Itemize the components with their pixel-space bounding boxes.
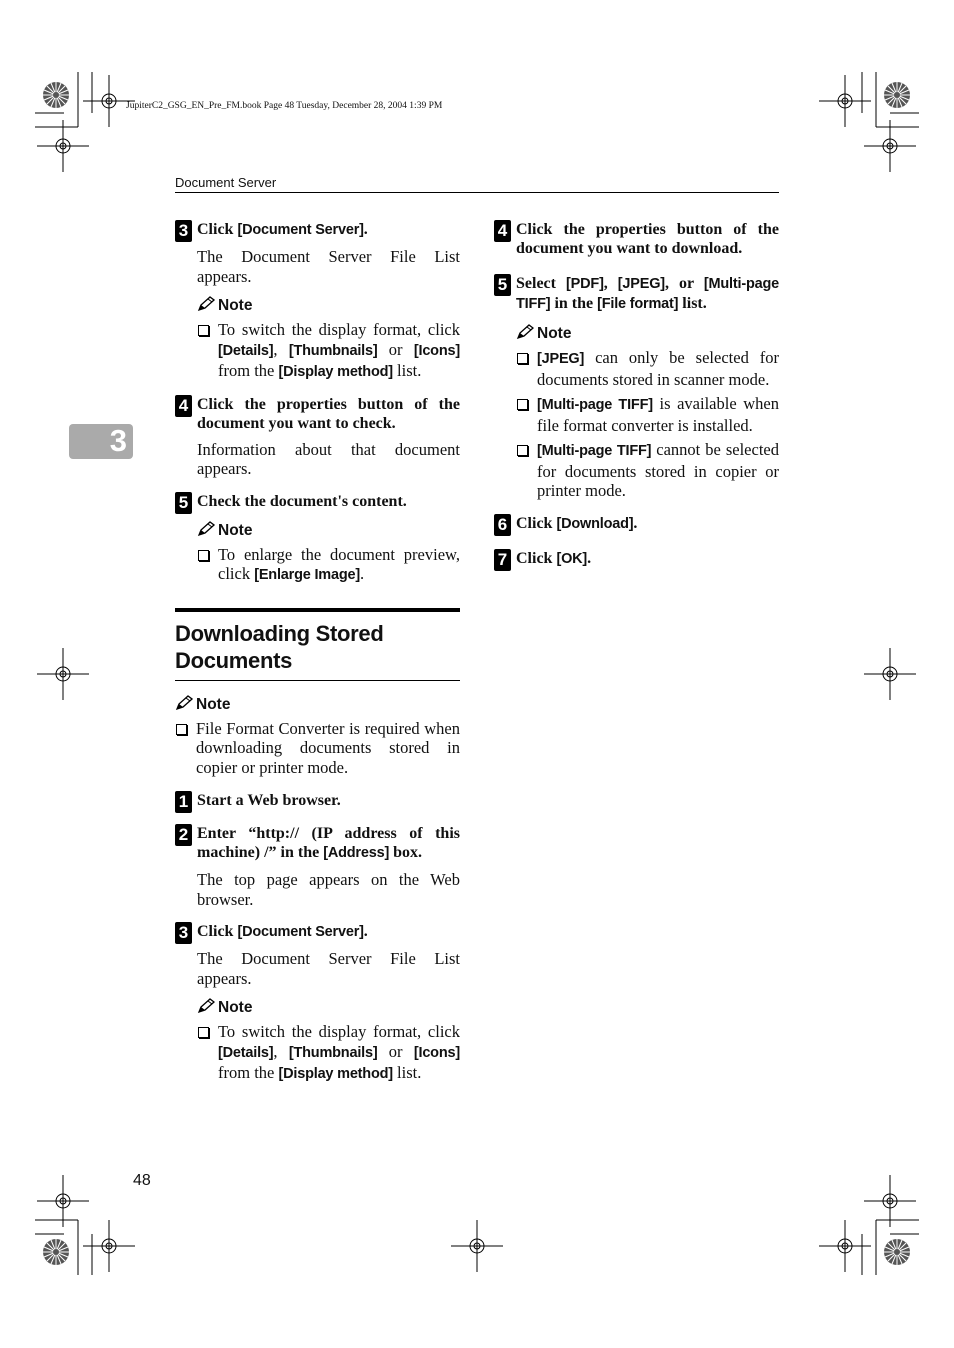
note-item: [Multi-page TIFF] cannot be selected for documents stored in copier or printer mode. [516,440,779,501]
note-block [197,998,460,1085]
note-item: To enlarge the document preview, click [Enlarge Image]. [197,545,460,586]
note-block [197,521,460,586]
note-block [175,695,460,778]
dl-step-4-click-properties [494,220,779,258]
step-body: The Document Server File List appears. [197,949,460,988]
step-number: 5 [175,492,192,514]
step-body: Information about that document appears. [197,439,460,478]
note-item: [JPEG] can only be selected for documents stored in scanner mode. [516,348,779,389]
pencil-icon [516,324,534,340]
note-item: [Multi-page TIFF] is available when file format converter is installed. [516,394,779,435]
checkbox-bullet-icon [198,325,209,336]
dl-step-1-start-browser [175,791,460,810]
pencil-icon [175,695,193,711]
note-item: To switch the display format, click [Details], [Thumbnails] or [Icons] from the [Display method] list. [197,320,460,383]
dl-step-3-click-document-server [175,922,460,1085]
step-number: 7 [494,549,511,571]
step-number: 4 [175,395,192,417]
step-heading: Select [PDF], [JPEG], or [Multi-page TIFF] in the [File format] list. [516,275,779,312]
step-number: 3 [175,922,192,944]
step-number: 2 [175,824,192,846]
step-body: The Document Server File List appears. [197,247,460,286]
checkbox-bullet-icon [517,445,528,456]
note-block [197,296,460,383]
dl-step-7-click-ok [494,549,779,569]
header-rule [175,192,779,193]
pencil-icon [197,998,215,1014]
pencil-icon [197,296,215,312]
chapter-number: 3 [109,423,127,458]
checkbox-bullet-icon [198,1027,209,1038]
left-column [175,220,460,1085]
step-heading: Enter “http:// (IP address of this machine) /” in the [Address] box. [197,825,460,861]
note-title: Note [197,998,460,1017]
note-block [516,324,779,501]
page-number: 48 [133,1172,151,1189]
note-item: To switch the display format, click [Details], [Thumbnails] or [Icons] from the [Display method] list. [197,1022,460,1085]
checkbox-bullet-icon [517,353,528,364]
step-heading: Click [OK]. [516,549,592,567]
checkbox-bullet-icon [517,399,528,410]
step-heading: Check the document's content. [197,492,407,510]
section-rule-top [175,608,460,612]
chapter-tab [69,424,133,459]
dl-step-6-click-download [494,514,779,534]
checkbox-bullet-icon [198,550,209,561]
print-slug: JupiterC2_GSG_EN_Pre_FM.book Page 48 Tuesday, December 28, 2004 1:39 PM [126,101,443,111]
step-number: 6 [494,514,511,536]
note-title: Note [516,324,779,343]
note-title: Note [197,521,460,540]
step-number: 5 [494,274,511,296]
note-title: Note [175,695,460,714]
step-heading: Start a Web browser. [197,792,341,809]
step-5-check-content [175,492,460,586]
step-heading: Click [Document Server]. [197,221,368,238]
dl-step-2-enter-address [175,824,460,909]
step-number: 4 [494,220,511,242]
note-title: Note [197,296,460,315]
step-heading: Click the properties button of the document you want to check. [197,395,460,432]
checkbox-bullet-icon [176,724,187,735]
right-column [494,220,779,569]
running-head: Document Server [175,175,277,190]
step-number: 1 [175,791,192,813]
dl-step-5-select-format [494,274,779,501]
section-rule-bottom [175,680,460,681]
step-heading: Click [Document Server]. [197,923,368,940]
step-body: The top page appears on the Web browser. [197,870,460,909]
step-heading: Click [Download]. [516,514,638,532]
pencil-icon [197,521,215,537]
step-3-click-document-server [175,220,460,383]
section-title: Downloading Stored Documents [175,620,384,673]
step-number: 3 [175,220,192,242]
note-item: File Format Converter is required when downloading documents stored in copier or printer mode. [175,719,460,778]
step-heading: Click the properties button of the document you want to download. [516,221,779,257]
step-4-click-properties [175,395,460,479]
